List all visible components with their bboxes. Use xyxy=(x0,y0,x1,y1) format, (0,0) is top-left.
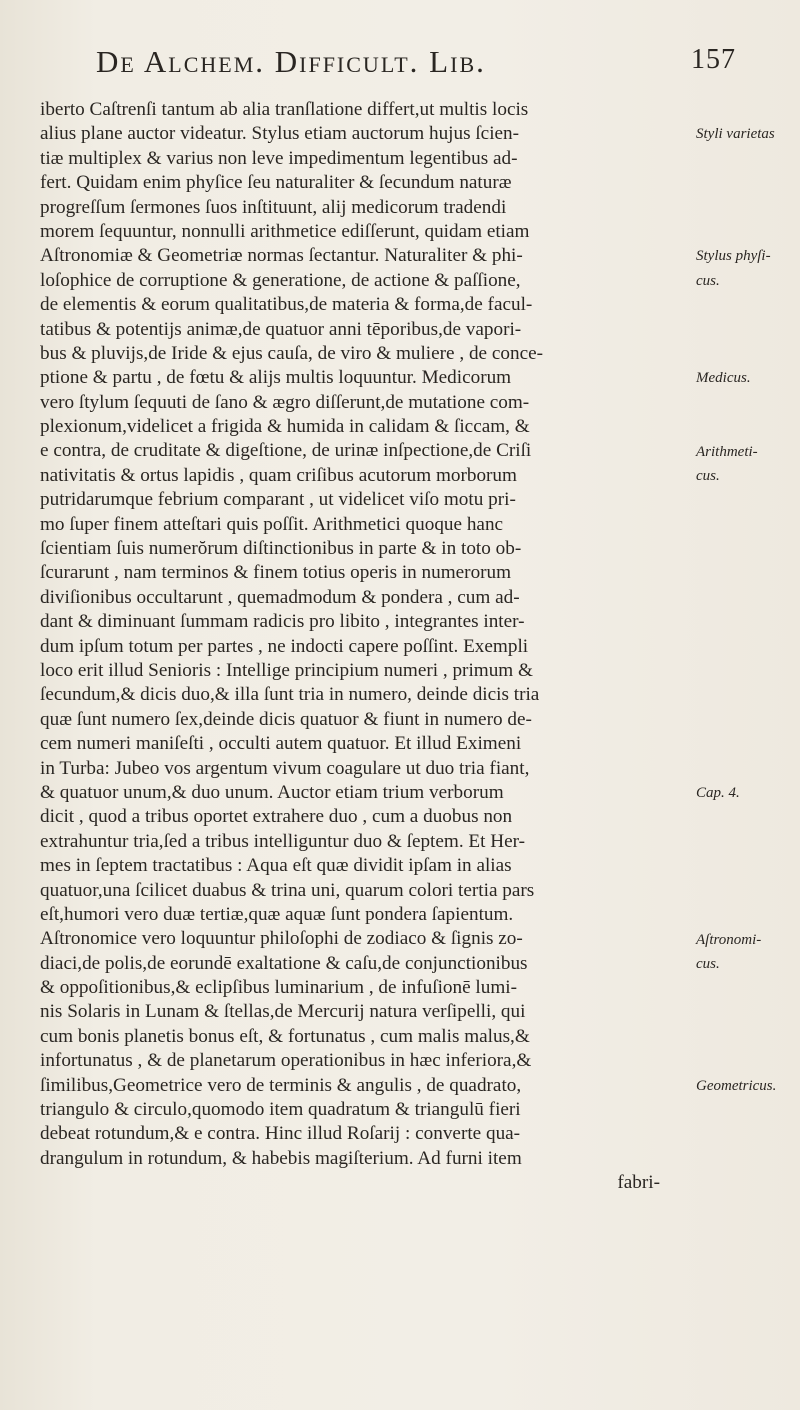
text-line: Aſtronomiæ & Geometriæ normas ſectantur. Naturaliter & phi- xyxy=(40,245,523,267)
margin-note: Arithmeti- xyxy=(696,443,758,460)
text-line: ſimilibus,Geometrice vero de terminis & angulis , de quadrato, xyxy=(40,1074,522,1096)
text-line: diaci,de polis,de eorundē exaltatione & caſu,de conjunctionibus xyxy=(40,952,528,974)
text-line: ſcientiam ſuis numerŏrum diſtinctionibus in parte & in toto ob- xyxy=(40,538,522,560)
text-line: loſophice de corruptione & generatione, de actione & paſſione, xyxy=(40,269,521,291)
text-line: & quatuor unum,& duo unum. Auctor etiam trium verborum xyxy=(40,781,504,803)
text-line: ſecundum,& dicis duo,& illa ſunt tria in numero, deinde dicis tria xyxy=(40,684,540,706)
text-line: extrahuntur tria,ſed a tribus intelliguntur duo & ſeptem. Et Her- xyxy=(40,830,526,852)
text-line: & oppoſitionibus,& eclipſibus luminarium , de infuſionē lumi- xyxy=(40,977,517,999)
text-line: ſcurarunt , nam terminos & finem totius operis in numerorum xyxy=(40,562,512,584)
text-line: eſt,humori vero duæ tertiæ,quæ aquæ ſunt pondera ſapientum. xyxy=(40,903,514,925)
body-text xyxy=(40,98,680,1196)
text-line: progreſſum ſermones ſuos inſtituunt, alij medicorum tradendi xyxy=(40,196,507,218)
text-line: drangulum in rotundum, & habebis magiſterium. Ad furni item xyxy=(40,1147,522,1169)
text-line: mo ſuper finem atteſtari quis poſſit. Arithmetici quoque hanc xyxy=(40,513,504,535)
margin-note: Cap. 4. xyxy=(696,785,740,802)
text-line: vero ſtylum ſequuti de ſano & ægro diſſerunt,de mutatione com- xyxy=(40,391,530,413)
page-number: 157 xyxy=(691,44,736,75)
margin-note: cus. xyxy=(696,956,720,972)
text-line: fert. Quidam enim phyſice ſeu naturaliter & ſecundum naturæ xyxy=(40,172,512,194)
margin-note: Aſtronomi- xyxy=(696,931,762,948)
margin-note: cus. xyxy=(696,272,720,289)
text-line: tatibus & potentijs animæ,de quatuor anni tēporibus,de vapori- xyxy=(40,318,522,340)
running-title: De Alchem. Difficult. Lib. xyxy=(96,44,486,79)
text-line: quæ ſunt numero ſex,deinde dicis quatuor & fiunt in numero de- xyxy=(40,708,532,730)
text-line: tiæ multiplex & varius non leve impedimentum legentibus ad- xyxy=(40,147,518,169)
margin-note: cus. xyxy=(696,468,720,484)
text-line: triangulo & circulo,quomodo item quadratum & triangulū fieri xyxy=(40,1099,521,1121)
text-line: cum bonis planetis bonus eſt, & fortunatus , cum malis malus,& xyxy=(40,1025,530,1047)
text-line: iberto Caſtrenſi tantum ab alia tranſlatione differt,ut multis locis xyxy=(40,99,529,120)
margin-note: Medicus. xyxy=(696,370,751,387)
text-line: cem numeri maniſeſti , occulti autem quatuor. Et illud Eximeni xyxy=(40,733,522,755)
text-line: putridarumque febrium comparant , ut videlicet viſo motu pri- xyxy=(40,489,516,511)
text-line: dicit , quod a tribus oportet extrahere duo , cum a duobus non xyxy=(40,806,513,828)
text-line: dum ipſum totum per partes , ne indocti capere poſſint. Exempli xyxy=(40,635,529,657)
text-line: nativitatis & ortus lapidis , quam criſibus acutorum morborum xyxy=(40,464,517,486)
text-line: e contra, de cruditate & digeſtione, de urinæ inſpectione,de Criſi xyxy=(40,440,532,462)
text-line: fabri- xyxy=(617,1172,660,1194)
text-line: diviſionibus occultarunt , quemadmodum & pondera , cum ad- xyxy=(40,586,520,608)
margin-note: Styli varietas xyxy=(696,126,775,143)
text-line: loco erit illud Senioris : Intellige principium numeri , primum & xyxy=(40,659,533,681)
text-line: dant & diminuant ſummam radicis pro libito , integrantes inter- xyxy=(40,611,525,633)
text-line: morem ſequuntur, nonnulli arithmetice ediſſerunt, quidam etiam xyxy=(40,220,530,242)
text-line: in Turba: Jubeo vos argentum vivum coagulare ut duo tria fiant, xyxy=(40,757,530,779)
text-line: de elementis & eorum qualitatibus,de materia & forma,de facul- xyxy=(40,294,533,316)
text-line: debeat rotundum,& e contra. Hinc illud Roſarij : converte qua- xyxy=(40,1123,521,1145)
text-line: infortunatus , & de planetarum operationibus in hæc inferiora,& xyxy=(40,1050,532,1072)
running-header xyxy=(96,44,736,88)
text-line: nis Solaris in Lunam & ſtellas,de Mercurij natura verſipelli, qui xyxy=(40,1001,526,1023)
text-line: Aſtronomice vero loquuntur philoſophi de zodiaco & ſignis zo- xyxy=(40,928,523,950)
text-line: ptione & partu , de fœtu & alijs multis loquuntur. Medicorum xyxy=(40,367,512,389)
text-line: mes in ſeptem tractatibus : Aqua eſt quæ dividit ipſam in alias xyxy=(40,855,512,877)
margin-note: Geometricus. xyxy=(696,1078,777,1094)
text-line: quatuor,una ſcilicet duabus & trina uni, quarum colori tertia pars xyxy=(40,879,535,901)
text-line: alius plane auctor videatur. Stylus etiam auctorum hujus ſcien- xyxy=(40,123,520,145)
margin-note: Stylus phyſi- xyxy=(696,248,771,265)
text-line: plexionum,videlicet a frigida & humida in calidam & ſiccam, & xyxy=(40,416,530,438)
text-line: bus & pluvijs,de Iride & ejus cauſa, de viro & muliere , de conce- xyxy=(40,342,543,364)
